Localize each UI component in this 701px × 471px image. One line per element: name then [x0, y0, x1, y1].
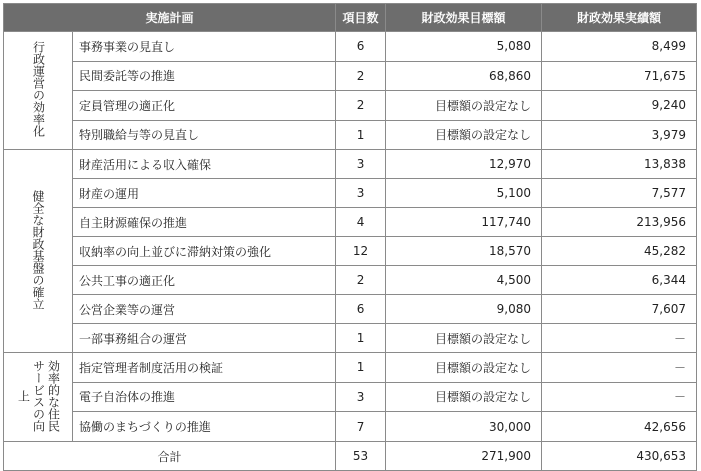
row-count: 2 [336, 91, 386, 121]
row-name: 協働のまちづくりの推進 [73, 412, 336, 442]
row-actual: 7,577 [542, 179, 697, 208]
total-label: 合計 [4, 442, 336, 471]
row-target: 18,570 [386, 237, 542, 266]
row-count: 2 [336, 266, 386, 295]
row-target: 30,000 [386, 412, 542, 442]
row-target: 5,080 [386, 32, 542, 62]
table-row [4, 237, 697, 266]
header-actual: 財政効果実績額 [542, 4, 697, 32]
table-row [4, 324, 697, 353]
row-count: 3 [336, 179, 386, 208]
total-count: 53 [336, 442, 386, 471]
row-actual: 213,956 [542, 208, 697, 237]
row-actual: 3,979 [542, 120, 697, 150]
table-row [4, 208, 697, 237]
row-target: 117,740 [386, 208, 542, 237]
row-name: 公営企業等の運営 [73, 295, 336, 324]
total-actual: 430,653 [542, 442, 697, 471]
total-target: 271,900 [386, 442, 542, 471]
row-target: 目標額の設定なし [386, 382, 542, 412]
table-row [4, 32, 697, 62]
row-name: 収納率の向上並びに滞納対策の強化 [73, 237, 336, 266]
row-count: 3 [336, 382, 386, 412]
row-name: 財産活用による収入確保 [73, 150, 336, 179]
row-name: 一部事務組合の運営 [73, 324, 336, 353]
row-count: 1 [336, 324, 386, 353]
row-target: 目標額の設定なし [386, 324, 542, 353]
row-name: 財産の運用 [73, 179, 336, 208]
table-row [4, 150, 697, 179]
row-name: 事務事業の見直し [73, 32, 336, 62]
row-count: 3 [336, 150, 386, 179]
row-name: 自主財源確保の推進 [73, 208, 336, 237]
row-actual: 45,282 [542, 237, 697, 266]
row-count: 7 [336, 412, 386, 442]
row-count: 12 [336, 237, 386, 266]
row-target: 12,970 [386, 150, 542, 179]
table-row [4, 353, 697, 383]
row-target: 9,080 [386, 295, 542, 324]
table-row [4, 120, 697, 150]
row-actual: 8,499 [542, 32, 697, 62]
category-cell [4, 32, 73, 150]
row-actual: 6,344 [542, 266, 697, 295]
table-row [4, 91, 697, 121]
row-actual: － [542, 382, 697, 412]
row-count: 1 [336, 353, 386, 383]
category-label: 行政運営の効率化 [31, 41, 46, 137]
row-target: 5,100 [386, 179, 542, 208]
table-row [4, 295, 697, 324]
row-count: 6 [336, 295, 386, 324]
total-row [4, 442, 697, 471]
row-actual: 7,607 [542, 295, 697, 324]
row-name: 定員管理の適正化 [73, 91, 336, 121]
row-target: 68,860 [386, 61, 542, 91]
row-actual: 71,675 [542, 61, 697, 91]
table-row [4, 179, 697, 208]
row-actual: 13,838 [542, 150, 697, 179]
table-row [4, 266, 697, 295]
row-count: 1 [336, 120, 386, 150]
table-row [4, 412, 697, 442]
row-name: 特別職給与等の見直し [73, 120, 336, 150]
category-label: 効率的な住民サービスの向上 [16, 359, 61, 432]
row-target: 4,500 [386, 266, 542, 295]
table-row [4, 61, 697, 91]
category-cell [4, 150, 73, 353]
row-actual: － [542, 324, 697, 353]
category-label: 健全な財政基盤の確立 [31, 189, 45, 310]
row-target: 目標額の設定なし [386, 353, 542, 383]
table-body [4, 32, 697, 471]
row-name: 公共工事の適正化 [73, 266, 336, 295]
row-name: 指定管理者制度活用の検証 [73, 353, 336, 383]
row-count: 6 [336, 32, 386, 62]
table-row [4, 382, 697, 412]
row-count: 2 [336, 61, 386, 91]
header-target: 財政効果目標額 [386, 4, 542, 32]
header-row [4, 4, 697, 32]
row-name: 電子自治体の推進 [73, 382, 336, 412]
row-name: 民間委託等の推進 [73, 61, 336, 91]
row-target: 目標額の設定なし [386, 91, 542, 121]
category-cell [4, 353, 73, 442]
header-count: 項目数 [336, 4, 386, 32]
row-actual: 9,240 [542, 91, 697, 121]
row-actual: 42,656 [542, 412, 697, 442]
row-count: 4 [336, 208, 386, 237]
header-plan: 実施計画 [4, 4, 336, 32]
row-actual: － [542, 353, 697, 383]
row-target: 目標額の設定なし [386, 120, 542, 150]
plan-table [3, 3, 697, 471]
